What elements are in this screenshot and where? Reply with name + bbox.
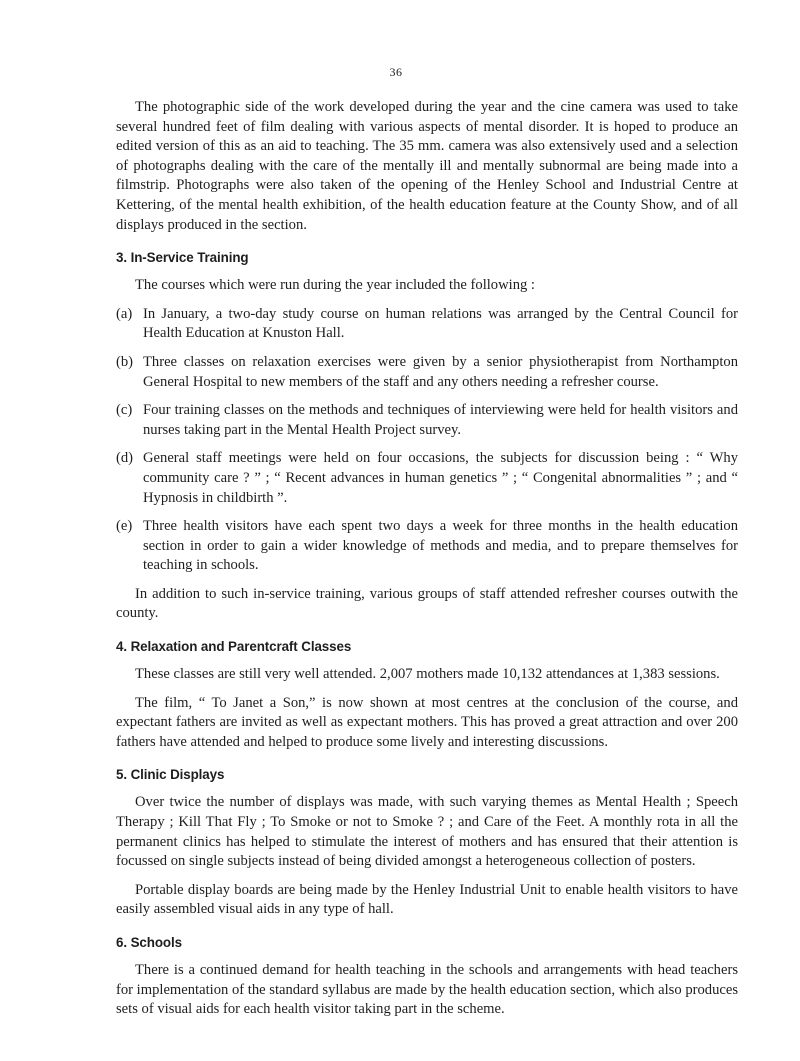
list-marker: (a) (116, 305, 133, 322)
document-body (116, 98, 738, 1020)
paragraph: There is a continued demand for health teaching in the schools and arrangements with head teachers for implementation of the standard syllabus are made by the health education section, which also produces sets of visual aids for each health visitor taking part in the scheme. (116, 962, 738, 1018)
section-in-service-training (116, 249, 738, 624)
list-item (116, 305, 738, 344)
list-text: General staff meetings were held on four occasions, the subjects for discussion being : “ Why community care ? ” ; “ Recent advances in human genetics ” ; “ Congenital abnormalities ” ; and “ Hypnosis in childbirth ”. (143, 450, 738, 506)
section-heading: 6. Schools (116, 935, 182, 950)
list-item (116, 449, 738, 508)
list-text: Three health visitors have each spent two days a week for three months in the health education section in order to gain a wider knowledge of methods and media, and to prepare themselves for teaching in schools. (143, 518, 738, 574)
list-marker: (e) (116, 518, 133, 535)
intro-paragraph: The photographic side of the work developed during the year and the cine camera was used to take several hundred feet of film dealing with various aspects of mental disorder. It is hoped to produce an edited version of this as an aid to teaching. The 35 mm. camera was also extensively used and a selection of photographs dealing with the care of the mentally ill and mentally subnormal are being made into a filmstrip. Photographs were also taken of the opening of the Henley School and Industrial Centre at Kettering, of the mental health exhibition, of the health education feature at the County Show, and of all displays produced in the section. (116, 99, 738, 233)
list-text: Three classes on relaxation exercises were given by a senior physiotherapist from Northampton General Hospital to new members of the staff and any others needing a refresher course. (143, 353, 738, 390)
section-schools (116, 934, 738, 1020)
page-number: 36 (389, 65, 403, 79)
section-relaxation-parentcraft (116, 638, 738, 752)
section-closing: In addition to such in-service training, various groups of staff attended refresher courses outwith the county. (116, 585, 738, 622)
list-item (116, 353, 738, 392)
section-clinic-displays (116, 766, 738, 920)
list-text: Four training classes on the methods and techniques of interviewing were held for health visitors and nurses taking part in the Mental Health Project survey. (143, 402, 738, 438)
paragraph: These classes are still very well attended. 2,007 mothers made 10,132 attendances at 1,383 sessions. (135, 666, 720, 683)
list-item (116, 401, 738, 440)
list-marker: (c) (116, 402, 133, 419)
paragraph: The film, “ To Janet a Son,” is now shown at most centres at the conclusion of the course, and expectant fathers are invited as well as expectant mothers. This has proved a great attraction and over 200 fathers have attended and helped to produce some lively and interesting discussions. (116, 694, 738, 750)
paragraph: Portable display boards are being made by the Henley Industrial Unit to enable health visitors to have easily assembled visual aids in any type of hall. (116, 881, 738, 918)
section-heading: 5. Clinic Displays (116, 767, 225, 783)
list-item (116, 517, 738, 576)
list-text: In January, a two-day study course on human relations was arranged by the Central Council for Health Education at Knuston Hall. (143, 305, 738, 342)
section-heading: 3. In-Service Training (116, 250, 249, 266)
section-heading: 4. Relaxation and Parentcraft Classes (116, 639, 352, 655)
paragraph: Over twice the number of displays was made, with such varying themes as Mental Health ; Speech Therapy ; Kill That Fly ; To Smoke or not to Smoke ? ; and Care of the Feet. A monthly rota in all the permanent clinics has helped to stimulate the interest of mothers and has ensured that their attention is focussed on single subjects instead of being divided amongst a heterogeneous collection of posters. (116, 794, 738, 870)
list-marker: (b) (116, 353, 134, 370)
section-lead: The courses which were run during the year included the following : (135, 277, 535, 294)
list-marker: (d) (116, 450, 134, 467)
